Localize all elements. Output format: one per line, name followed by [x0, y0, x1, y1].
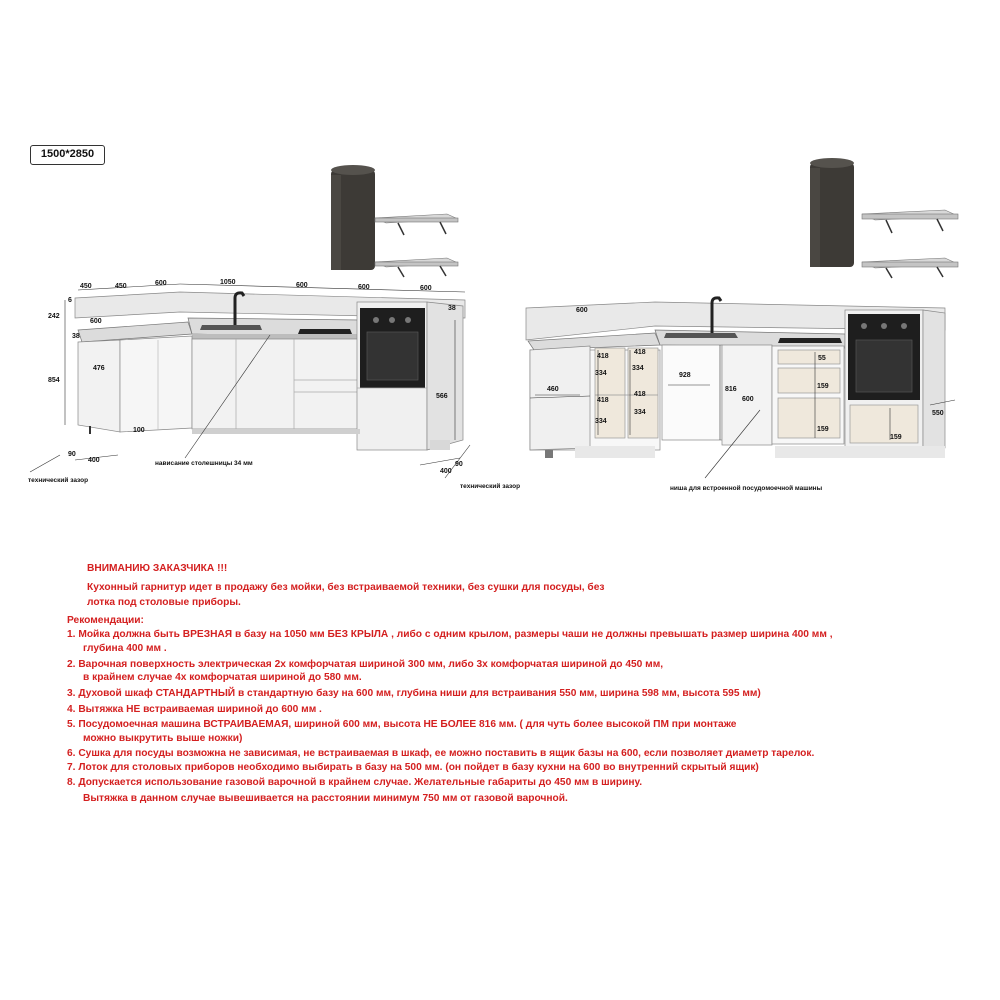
notes-line: лотка под столовые приборы.	[87, 597, 241, 608]
wall-shelves-right	[862, 210, 958, 278]
dim-label: 450	[80, 283, 92, 290]
notes-line: 4. Вытяжка НЕ встраиваемая шириной до 600 мм .	[67, 704, 322, 715]
dim-label: 600	[90, 318, 102, 325]
dim-label: 600	[296, 282, 308, 289]
dim-label: 400	[88, 457, 100, 464]
notes-line: в крайнем случае 4х комфорчатая шириной до 580 мм.	[83, 672, 362, 683]
notes-line: 8. Допускается использование газовой варочной в крайнем случае. Желательные габариты до 450 мм в ширину.	[67, 777, 643, 788]
niche-caption: ниша для встроенной посудомоечной машины	[670, 485, 823, 492]
dim-label: 928	[679, 372, 691, 379]
hood-left	[331, 165, 375, 270]
dim-label: 334	[632, 365, 644, 372]
dim-label: 450	[115, 283, 127, 290]
dim-label: 55	[818, 355, 826, 362]
dim-label: 159	[817, 383, 829, 390]
dim-label: 418	[634, 349, 646, 356]
dim-label: 159	[817, 426, 829, 433]
overhang-caption: нависание столешницы 34 мм	[155, 460, 253, 467]
dim-label: 90	[68, 451, 76, 458]
hob-right	[778, 338, 842, 343]
dim-label: 854	[48, 377, 60, 384]
notes-line: 7. Лоток для столовых приборов необходимо выбирать в базу на 500 мм. (он пойдет в базу кухни на 600 во внутренний скрытый ящик)	[67, 762, 759, 773]
notes-line: 2. Варочная поверхность электрическая 2х комфорчатая шириной 300 мм, либо 3х комфорчатая шириной до 450 мм,	[67, 659, 664, 670]
dim-label: 550	[932, 410, 944, 417]
left-captions	[28, 460, 520, 490]
notes-line: 3. Духовой шкаф СТАНДАРТНЫЙ в стандартную базу на 600 мм, глубина ниши для встраивания 550 мм, ширина 598 мм, высота 595 мм)	[67, 688, 761, 699]
dim-label: 600	[155, 280, 167, 287]
dim-label: 418	[597, 397, 609, 404]
size-label: 1500*2850	[30, 145, 105, 165]
dim-label: 334	[595, 418, 607, 425]
dim-label: 418	[597, 353, 609, 360]
dim-label: 159	[890, 434, 902, 441]
dim-label: 566	[436, 393, 448, 400]
sink-right	[664, 333, 738, 338]
dim-label: 334	[634, 409, 646, 416]
dim-label: 816	[725, 386, 737, 393]
left-view	[28, 165, 520, 490]
right-view	[526, 158, 958, 492]
cabinet-fronts-left	[192, 339, 360, 429]
dim-label: 400	[440, 468, 452, 475]
dim-label: 600	[742, 396, 754, 403]
notes-line: 5. Посудомоечная машина ВСТРАИВАЕМАЯ, шириной 600 мм, высота НЕ БОЛЕЕ 816 мм. ( для чуть более высокой ПМ при монтаже	[67, 719, 737, 730]
notes-line: Кухонный гарнитур идет в продажу без мойки, без встраиваемой техники, без сушки для посуды, без	[87, 582, 605, 593]
dim-label: 1050	[220, 279, 236, 286]
dim-label: 38	[72, 333, 80, 340]
dim-label: 476	[93, 365, 105, 372]
gap-caption-right: технический зазор	[460, 483, 521, 490]
notes-line: глубина 400 мм .	[83, 643, 167, 654]
notes-line: 1. Мойка должна быть ВРЕЗНАЯ в базу на 1050 мм БЕЗ КРЫЛА , либо с одним крылом, размеры чаши не должны превышать размер ширина 400 мм ,	[67, 629, 833, 640]
right-captions	[670, 484, 823, 492]
notes-warning-title: ВНИМАНИЮ ЗАКАЗЧИКА !!!	[87, 563, 228, 574]
dim-label: 460	[547, 386, 559, 393]
dim-label: 334	[595, 370, 607, 377]
corner-cabinet-left	[78, 340, 120, 432]
notes-line: можно выкрутить выше ножки)	[83, 733, 243, 744]
notes-recommendations-heading: Рекомендации:	[67, 615, 144, 626]
dim-label: 600	[576, 307, 588, 314]
dim-label: 242	[48, 313, 60, 320]
notes-line: Вытяжка в данном случае вывешивается на расстоянии минимум 750 мм от газовой варочной.	[83, 793, 568, 804]
dishwasher-niche	[662, 345, 722, 440]
dim-label: 600	[420, 285, 432, 292]
dim-label: 38	[448, 305, 456, 312]
dim-label: 90	[455, 461, 463, 468]
sink-left	[200, 325, 262, 330]
hob-left	[298, 329, 352, 334]
gap-caption-left: технический зазор	[28, 477, 89, 484]
dim-label: 100	[133, 427, 145, 434]
wall-shelves-left	[375, 214, 458, 277]
hood-right	[810, 158, 854, 267]
dim-label: 6	[68, 297, 72, 304]
notes-line: 6. Сушка для посуды возможна не зависимая, не встраиваемая в шкаф, ее можно поставить в ящик базы на 600, если позволяет диаметр тарелок.	[67, 748, 815, 759]
dim-label: 600	[358, 284, 370, 291]
dim-label: 418	[634, 391, 646, 398]
